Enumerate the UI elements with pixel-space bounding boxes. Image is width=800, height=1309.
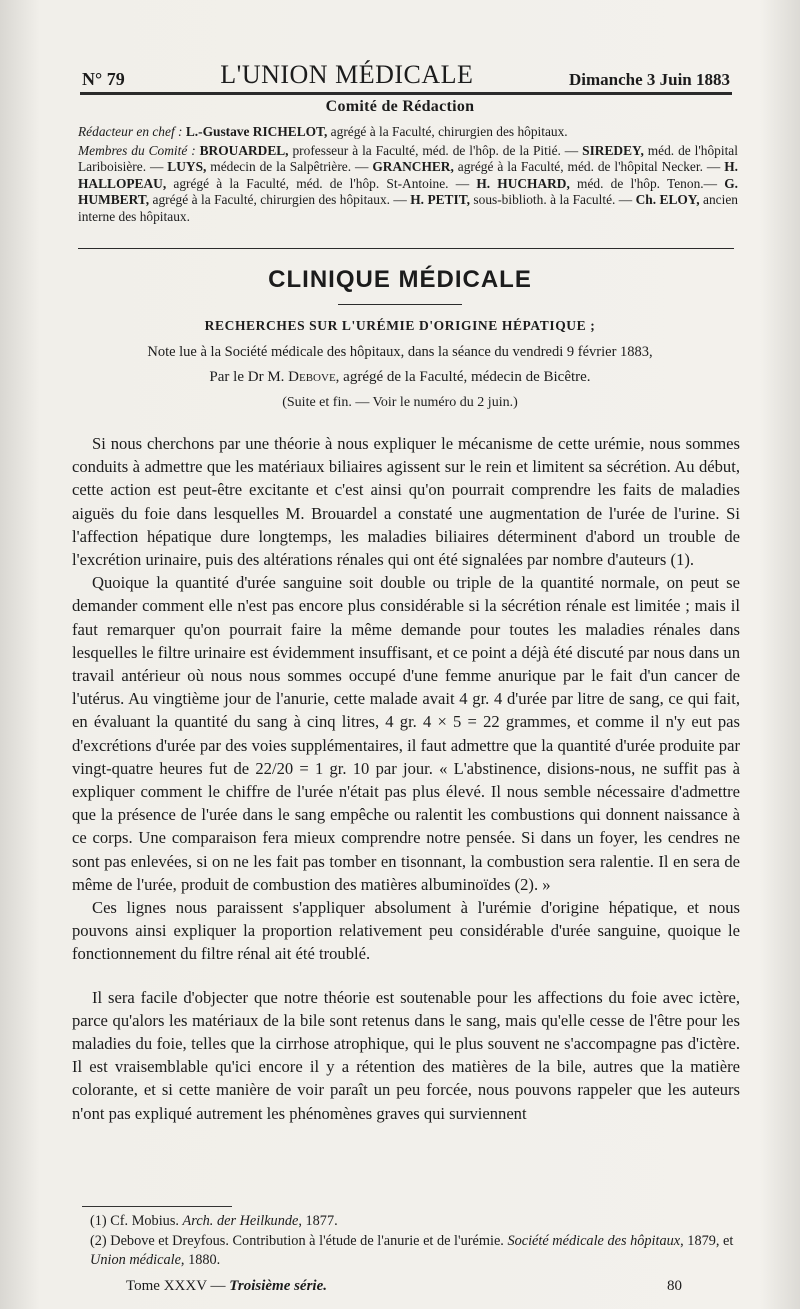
author-prefix: Par le Dr M.	[209, 369, 289, 385]
series-label: Troisième série.	[229, 1278, 328, 1294]
footnote-text: , 1879, et	[680, 1232, 734, 1249]
author-affiliation: , agrégé de la Faculté, médecin de Bicêtre.	[335, 369, 591, 385]
member-desc: méd. de l'hôp. Tenon.—	[569, 175, 717, 191]
tome-label	[126, 1278, 327, 1295]
paragraph: Si nous cherchons par une théorie à nous expliquer le mécanisme de cette urémie, nous sommes conduits à admettre que les matériaux biliaires agissent sur le rein et limitent sa sécrétion. Au début, cette action est peut-être excitante et c'est ainsi qu'on pourrait comprendre les faits de maladies aiguës du foie dans lesquelles M. Brouardel a constaté une augmentation de l'urée de l'urine. Si l'affection hépatique dure longtemps, les maladies biliaires déterminent d'abord un trouble de l'excrétion urinaire, puis des altérations rénales qui ont été signalées par nombre d'auteurs (1).	[72, 434, 740, 570]
article-body	[72, 432, 740, 1125]
footnote-2	[76, 1232, 740, 1271]
issue-number: N° 79	[82, 69, 125, 89]
member-name: GRANCHER,	[372, 159, 454, 174]
member-name: G. HUMBERT,	[78, 175, 738, 207]
member-name: LUYS,	[167, 159, 207, 174]
redacteur-line	[78, 124, 738, 141]
paragraph: Quoique la quantité d'urée sanguine soit double ou triple de la quantité normale, on peut se demander comment elle n'est pas encore plus considérable si la sécrétion rénale est limitée ; mais il faut remarquer qu'on pourrait faire la même demande pour toutes les maladies rénales dans lesquelles le filtre urinaire est évidemment insuffisant, et ce point a déjà été discuté par nous dans un travail antérieur où nous nous sommes occupé d'une femme anurique par le fait d'un cancer de l'utérus. Au vingtième jour de l'anurie, cette malade avait 4 gr. 4 d'urée par litre de sang, ce qui fait, en évaluant la quantité du sang à cinq litres, 4 gr. 4 × 5 = 22 grammes, et comme il n'y eut pas d'excrétions d'urée par des voies supplémentaires, il faut admettre que la quantité d'urée produite par vingt-quatre heures fut de 22/20 = 1 gr. 10 par jour. « L'abstinence, disions-nous, ne suffit pas à expliquer comment le chiffre de l'urée n'était pas plus élevé. Il nous semble nécessaire d'admettre que la présence de l'urée dans le sang empêche ou ralentit les combustions qui donnent naissance à ce corps. Une comparaison fera mieux comprendre notre pensée. Si dans un foyer, les cendres ne sont pas enlevées, si on ne les fait pas tomber en tisonnant, la combustion sera ralentie. Il en sera de même de l'urée, produit de combustion des matières albuminoïdes (2). »	[72, 573, 740, 894]
article-author	[60, 369, 740, 386]
membres-label: Membres du Comité :	[78, 142, 196, 158]
member-desc: agrégé à la Faculté, méd. de l'hôpital Necker. —	[453, 159, 721, 174]
footnote-text: , 1880.	[180, 1252, 221, 1268]
footnote-text: (1) Cf. Mobius.	[90, 1213, 183, 1229]
footnote-rule	[82, 1206, 232, 1207]
footnote-text: , 1877.	[298, 1213, 338, 1229]
member-desc: agrégé à la Faculté, méd. de l'hôp. St-Antoine. —	[166, 175, 470, 191]
footnote-text: (2) Debove et Dreyfous. Contribution à l'étude de l'anurie et de l'urémie.	[90, 1232, 508, 1249]
member-name: H. HUCHARD,	[476, 175, 570, 191]
member-name: SIREDEY,	[582, 142, 644, 158]
page-footer	[126, 1278, 682, 1295]
section-rule	[338, 304, 462, 305]
member-name: BROUARDEL,	[199, 142, 289, 158]
redacteur-name: L.-Gustave RICHELOT,	[185, 124, 328, 139]
section-heading: CLINIQUE MÉDICALE	[268, 266, 532, 293]
article-title: RECHERCHES SUR L'URÉMIE D'ORIGINE HÉPATIQUE ;	[204, 318, 596, 333]
footnote-source: Société médicale des hôpitaux	[507, 1232, 681, 1249]
editorial-board	[78, 124, 738, 227]
member-desc: sous-biblioth. à la Faculté. —	[469, 192, 633, 207]
redacteur-label: Rédacteur en chef :	[78, 124, 183, 139]
paragraph: Ces lignes nous paraissent s'appliquer absolument à l'urémie d'origine hépatique, et nous pouvons ainsi expliquer la proportion relativement peu considérable d'urée sanguine, quoique le fonctionnement du filtre rénal ait été troublé.	[72, 898, 740, 964]
page-number: 80	[667, 1278, 682, 1294]
member-name: H. HALLOPEAU,	[78, 159, 738, 191]
membres-block	[78, 143, 738, 226]
member-desc: méd. de l'hôpital Lariboisière. —	[78, 142, 738, 174]
member-name: Ch. ELOY,	[635, 192, 700, 207]
member-desc: professeur à la Faculté, méd. de l'hôp. de la Pitié. —	[288, 142, 579, 158]
masthead	[82, 56, 730, 90]
board-rule	[78, 248, 734, 249]
masthead-rule	[80, 92, 732, 95]
issue-date: Dimanche 3 Juin 1883	[568, 70, 730, 89]
member-name: H. PETIT,	[410, 192, 470, 207]
footnotes	[76, 1212, 740, 1271]
footnote-source: Union médicale	[90, 1252, 181, 1268]
article-note: Note lue à la Société médicale des hôpitaux, dans la séance du vendredi 9 février 1883,	[147, 344, 653, 360]
paragraph: Il sera facile d'objecter que notre théorie est soutenable pour les affections du foie avec ictère, parce qu'alors les matériaux de la bile sont retenus dans le sang, mais qu'elle cesse de l'être pour les maladies du foie, telles que la cirrhose atrophique, qui le plus souvent ne s'accompagne pas d'ictère. Il est vraisemblable qu'ici encore il y a rétention des matières de la bile, autres que la matière colorante, et si cette manière de voir paraît un peu forcée, nous pouvons rappeler que les auteurs n'ont pas expliqué autrement les phénomènes graves qui surviennent	[72, 987, 740, 1123]
journal-title: L'UNION MÉDICALE	[220, 60, 474, 89]
member-desc: agrégé à la Faculté, chirurgien des hôpitaux. —	[149, 192, 407, 207]
member-desc: ancien interne des hôpitaux.	[78, 192, 738, 224]
author-name: Debove	[288, 369, 336, 385]
footnote-source: Arch. der Heilkunde	[182, 1213, 299, 1229]
tome-text: Tome XXXV —	[126, 1278, 230, 1294]
article-continuation: (Suite et fin. — Voir le numéro du 2 juin.)	[282, 395, 518, 410]
member-desc: médecin de la Salpêtrière. —	[206, 159, 369, 174]
footnote-1	[76, 1212, 740, 1232]
comite-title: Comité de Rédaction	[325, 98, 475, 115]
redacteur-desc: agrégé à la Faculté, chirurgien des hôpitaux.	[327, 124, 568, 139]
